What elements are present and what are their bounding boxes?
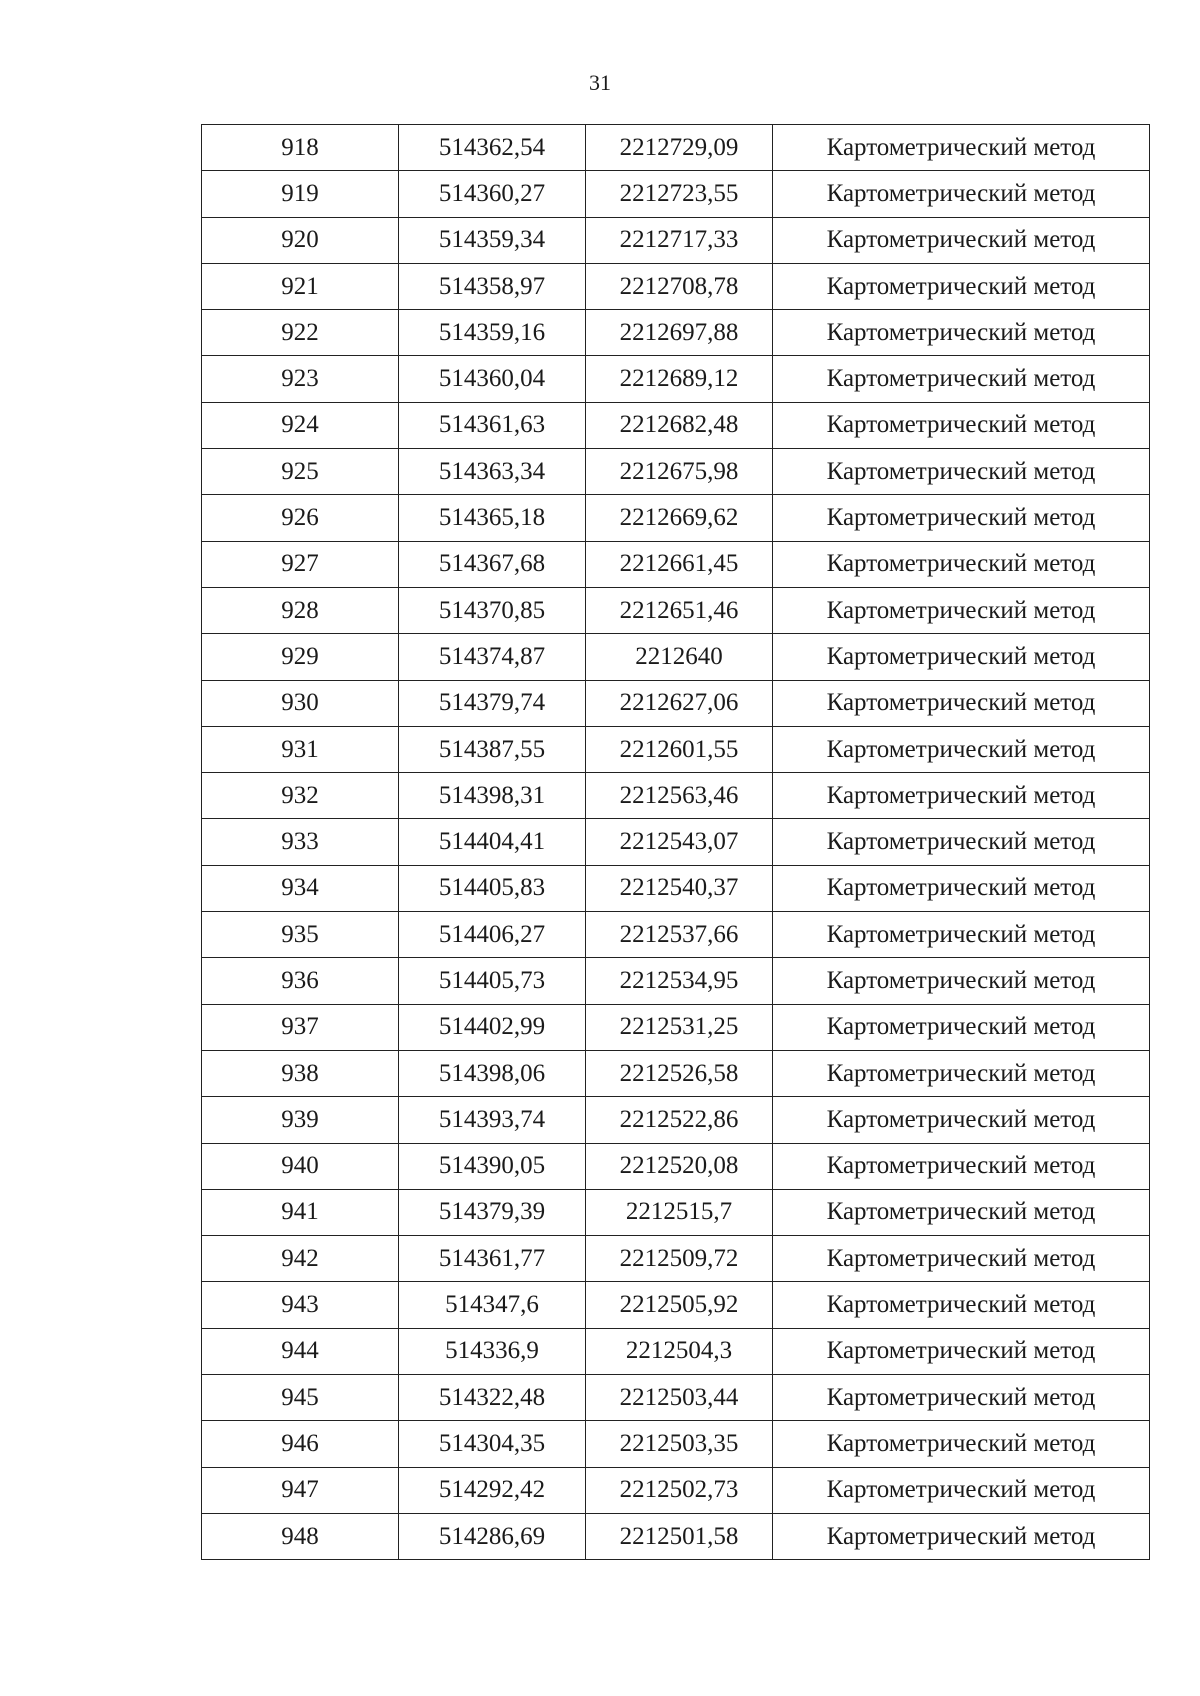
table-row	[202, 912, 1150, 958]
table-row	[202, 726, 1150, 772]
y-coordinate-cell: 2212537,66	[586, 912, 773, 958]
y-coordinate-cell: 2212503,44	[586, 1375, 773, 1421]
point-number-cell: 928	[202, 587, 399, 633]
table-row	[202, 1050, 1150, 1096]
y-coordinate-cell: 2212640	[586, 634, 773, 680]
table-row	[202, 634, 1150, 680]
x-coordinate-cell: 514360,04	[399, 356, 586, 402]
table-row	[202, 495, 1150, 541]
method-cell: Картометрический метод	[773, 402, 1150, 448]
point-number-cell: 937	[202, 1004, 399, 1050]
y-coordinate-cell: 2212723,55	[586, 171, 773, 217]
table-row	[202, 680, 1150, 726]
table-row	[202, 819, 1150, 865]
point-number-cell: 927	[202, 541, 399, 587]
point-number-cell: 943	[202, 1282, 399, 1328]
y-coordinate-cell: 2212697,88	[586, 310, 773, 356]
method-cell: Картометрический метод	[773, 726, 1150, 772]
table-row	[202, 1328, 1150, 1374]
method-cell: Картометрический метод	[773, 1189, 1150, 1235]
x-coordinate-cell: 514358,97	[399, 263, 586, 309]
point-number-cell: 936	[202, 958, 399, 1004]
y-coordinate-cell: 2212661,45	[586, 541, 773, 587]
y-coordinate-cell: 2212563,46	[586, 773, 773, 819]
table-row	[202, 449, 1150, 495]
y-coordinate-cell: 2212708,78	[586, 263, 773, 309]
point-number-cell: 942	[202, 1236, 399, 1282]
x-coordinate-cell: 514405,83	[399, 865, 586, 911]
table-row	[202, 125, 1150, 171]
y-coordinate-cell: 2212515,7	[586, 1189, 773, 1235]
x-coordinate-cell: 514404,41	[399, 819, 586, 865]
y-coordinate-cell: 2212729,09	[586, 125, 773, 171]
table-row	[202, 587, 1150, 633]
table-row	[202, 1097, 1150, 1143]
method-cell: Картометрический метод	[773, 1513, 1150, 1559]
method-cell: Картометрический метод	[773, 1328, 1150, 1374]
x-coordinate-cell: 514367,68	[399, 541, 586, 587]
method-cell: Картометрический метод	[773, 1097, 1150, 1143]
point-number-cell: 946	[202, 1421, 399, 1467]
point-number-cell: 923	[202, 356, 399, 402]
method-cell: Картометрический метод	[773, 958, 1150, 1004]
table-row	[202, 402, 1150, 448]
y-coordinate-cell: 2212675,98	[586, 449, 773, 495]
x-coordinate-cell: 514336,9	[399, 1328, 586, 1374]
x-coordinate-cell: 514405,73	[399, 958, 586, 1004]
point-number-cell: 930	[202, 680, 399, 726]
table-row	[202, 217, 1150, 263]
point-number-cell: 922	[202, 310, 399, 356]
x-coordinate-cell: 514360,27	[399, 171, 586, 217]
y-coordinate-cell: 2212534,95	[586, 958, 773, 1004]
method-cell: Картометрический метод	[773, 1236, 1150, 1282]
x-coordinate-cell: 514390,05	[399, 1143, 586, 1189]
x-coordinate-cell: 514365,18	[399, 495, 586, 541]
x-coordinate-cell: 514387,55	[399, 726, 586, 772]
y-coordinate-cell: 2212501,58	[586, 1513, 773, 1559]
method-cell: Картометрический метод	[773, 1004, 1150, 1050]
table-row	[202, 1189, 1150, 1235]
method-cell: Картометрический метод	[773, 1282, 1150, 1328]
method-cell: Картометрический метод	[773, 356, 1150, 402]
x-coordinate-cell: 514398,06	[399, 1050, 586, 1096]
x-coordinate-cell: 514379,74	[399, 680, 586, 726]
y-coordinate-cell: 2212669,62	[586, 495, 773, 541]
y-coordinate-cell: 2212543,07	[586, 819, 773, 865]
x-coordinate-cell: 514347,6	[399, 1282, 586, 1328]
method-cell: Картометрический метод	[773, 634, 1150, 680]
point-number-cell: 935	[202, 912, 399, 958]
x-coordinate-cell: 514398,31	[399, 773, 586, 819]
point-number-cell: 944	[202, 1328, 399, 1374]
method-cell: Картометрический метод	[773, 912, 1150, 958]
method-cell: Картометрический метод	[773, 1421, 1150, 1467]
table-row	[202, 1236, 1150, 1282]
point-number-cell: 918	[202, 125, 399, 171]
method-cell: Картометрический метод	[773, 171, 1150, 217]
table-row	[202, 1143, 1150, 1189]
x-coordinate-cell: 514359,34	[399, 217, 586, 263]
point-number-cell: 940	[202, 1143, 399, 1189]
page-number: 31	[589, 70, 611, 95]
y-coordinate-cell: 2212540,37	[586, 865, 773, 911]
table-row	[202, 263, 1150, 309]
point-number-cell: 938	[202, 1050, 399, 1096]
point-number-cell: 947	[202, 1467, 399, 1513]
x-coordinate-cell: 514363,34	[399, 449, 586, 495]
x-coordinate-cell: 514402,99	[399, 1004, 586, 1050]
y-coordinate-cell: 2212717,33	[586, 217, 773, 263]
method-cell: Картометрический метод	[773, 125, 1150, 171]
y-coordinate-cell: 2212503,35	[586, 1421, 773, 1467]
point-number-cell: 925	[202, 449, 399, 495]
method-cell: Картометрический метод	[773, 1143, 1150, 1189]
point-number-cell: 939	[202, 1097, 399, 1143]
point-number-cell: 931	[202, 726, 399, 772]
x-coordinate-cell: 514393,74	[399, 1097, 586, 1143]
method-cell: Картометрический метод	[773, 865, 1150, 911]
method-cell: Картометрический метод	[773, 449, 1150, 495]
y-coordinate-cell: 2212526,58	[586, 1050, 773, 1096]
table-row	[202, 1513, 1150, 1559]
point-number-cell: 933	[202, 819, 399, 865]
method-cell: Картометрический метод	[773, 217, 1150, 263]
table-row	[202, 356, 1150, 402]
y-coordinate-cell: 2212520,08	[586, 1143, 773, 1189]
y-coordinate-cell: 2212651,46	[586, 587, 773, 633]
y-coordinate-cell: 2212505,92	[586, 1282, 773, 1328]
method-cell: Картометрический метод	[773, 495, 1150, 541]
x-coordinate-cell: 514370,85	[399, 587, 586, 633]
point-number-cell: 945	[202, 1375, 399, 1421]
x-coordinate-cell: 514379,39	[399, 1189, 586, 1235]
point-number-cell: 932	[202, 773, 399, 819]
y-coordinate-cell: 2212682,48	[586, 402, 773, 448]
point-number-cell: 919	[202, 171, 399, 217]
x-coordinate-cell: 514304,35	[399, 1421, 586, 1467]
method-cell: Картометрический метод	[773, 541, 1150, 587]
point-number-cell: 924	[202, 402, 399, 448]
x-coordinate-cell: 514286,69	[399, 1513, 586, 1559]
y-coordinate-cell: 2212502,73	[586, 1467, 773, 1513]
point-number-cell: 934	[202, 865, 399, 911]
table-row	[202, 1004, 1150, 1050]
table-row	[202, 1421, 1150, 1467]
table-row	[202, 541, 1150, 587]
method-cell: Картометрический метод	[773, 263, 1150, 309]
point-number-cell: 921	[202, 263, 399, 309]
point-number-cell: 929	[202, 634, 399, 680]
method-cell: Картометрический метод	[773, 1050, 1150, 1096]
method-cell: Картометрический метод	[773, 680, 1150, 726]
y-coordinate-cell: 2212689,12	[586, 356, 773, 402]
x-coordinate-cell: 514361,63	[399, 402, 586, 448]
coordinates-table	[201, 124, 1150, 1560]
table-row	[202, 1467, 1150, 1513]
x-coordinate-cell: 514406,27	[399, 912, 586, 958]
method-cell: Картометрический метод	[773, 819, 1150, 865]
table-row	[202, 1375, 1150, 1421]
coordinates-table-body	[202, 125, 1150, 1560]
x-coordinate-cell: 514359,16	[399, 310, 586, 356]
y-coordinate-cell: 2212531,25	[586, 1004, 773, 1050]
method-cell: Картометрический метод	[773, 1467, 1150, 1513]
point-number-cell: 920	[202, 217, 399, 263]
x-coordinate-cell: 514361,77	[399, 1236, 586, 1282]
table-row	[202, 865, 1150, 911]
table-row	[202, 171, 1150, 217]
method-cell: Картометрический метод	[773, 1375, 1150, 1421]
point-number-cell: 926	[202, 495, 399, 541]
table-row	[202, 1282, 1150, 1328]
table-row	[202, 773, 1150, 819]
x-coordinate-cell: 514362,54	[399, 125, 586, 171]
y-coordinate-cell: 2212504,3	[586, 1328, 773, 1374]
point-number-cell: 948	[202, 1513, 399, 1559]
point-number-cell: 941	[202, 1189, 399, 1235]
y-coordinate-cell: 2212509,72	[586, 1236, 773, 1282]
table-row	[202, 310, 1150, 356]
x-coordinate-cell: 514292,42	[399, 1467, 586, 1513]
x-coordinate-cell: 514374,87	[399, 634, 586, 680]
method-cell: Картометрический метод	[773, 310, 1150, 356]
y-coordinate-cell: 2212601,55	[586, 726, 773, 772]
x-coordinate-cell: 514322,48	[399, 1375, 586, 1421]
y-coordinate-cell: 2212627,06	[586, 680, 773, 726]
method-cell: Картометрический метод	[773, 773, 1150, 819]
method-cell: Картометрический метод	[773, 587, 1150, 633]
y-coordinate-cell: 2212522,86	[586, 1097, 773, 1143]
table-row	[202, 958, 1150, 1004]
